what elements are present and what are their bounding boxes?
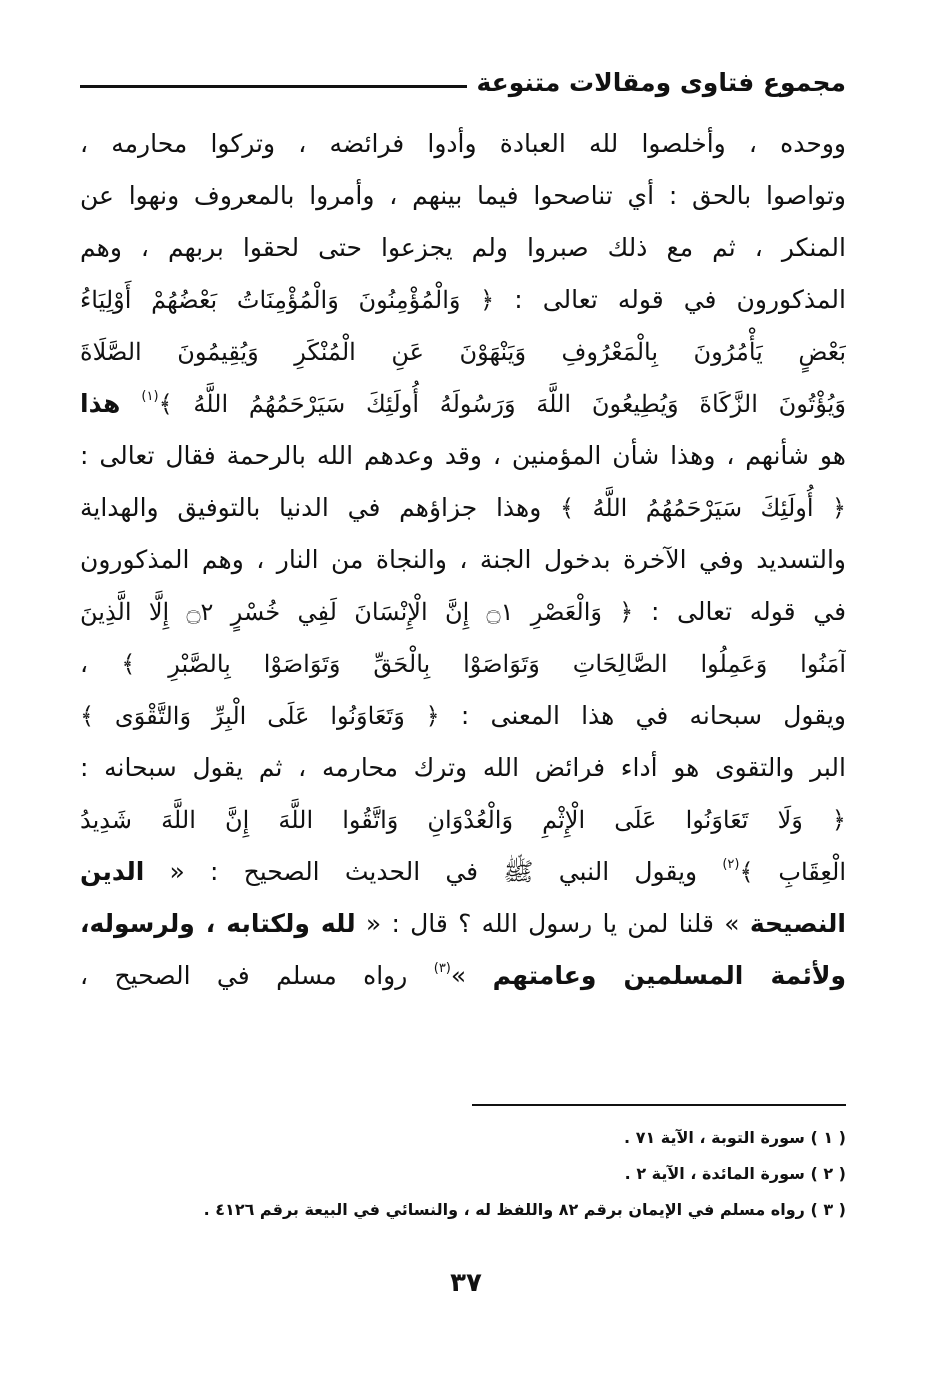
hadith-text: الدين	[80, 857, 145, 886]
hadith-text: النصيحة	[749, 909, 846, 938]
quran-verse: آمَنُوا وَعَمِلُوا الصَّالِحَاتِ وَتَوَاصَوْا بِالْحَقِّ وَتَوَاصَوْا بِالصَّبْرِ ﴾	[121, 650, 846, 678]
text-line	[80, 950, 846, 1002]
hadith-text: ولأئمة المسلمين وعامتهم	[492, 961, 846, 990]
quran-verse: ﴿ وَالْعَصْرِ ۝١ إِنَّ الْإِنْسَانَ لَفِي خُسْرٍ ۝٢ إِلَّا الَّذِينَ	[80, 598, 634, 626]
text-segment: »	[450, 961, 467, 990]
running-header	[80, 62, 846, 102]
footnote: ( ٢ ) سورة المائدة ، الآية ٢ .	[624, 1164, 846, 1183]
text-line	[80, 898, 846, 950]
header-rule	[80, 85, 467, 88]
footnote: ( ٣ ) رواه مسلم في الإيمان برقم ٨٢ واللفظ له ، والنسائي في البيعة برقم ٤١٢٦ .	[203, 1200, 846, 1219]
text-line	[80, 378, 846, 430]
text-line	[80, 586, 846, 638]
text-segment: في قوله تعالى :	[650, 597, 846, 626]
quran-verse: ﴿ وَالْمُؤْمِنُونَ وَالْمُؤْمِنَاتُ بَعْضُهُمْ أَوْلِيَاءُ	[80, 286, 495, 314]
text-segment: ويقول سبحانه في هذا المعنى :	[460, 701, 846, 730]
text-segment: هذا	[80, 389, 121, 418]
footnotes	[80, 1120, 846, 1228]
text-line: ووحده ، وأخلصوا لله العبادة وأدوا فرائضه ، وتركوا محارمه ،	[80, 129, 846, 158]
page-number: ٣٧	[450, 1268, 482, 1298]
text-segment: وهذا جزاؤهم في الدنيا بالتوفيق والهداية	[80, 493, 542, 522]
text-segment: ،	[80, 649, 89, 678]
footnote-separator	[472, 1104, 846, 1106]
text-line: هو شأنهم ، وهذا شأن المؤمنين ، وقد وعدهم الله بالرحمة فقال تعالى :	[80, 441, 846, 470]
footnote-ref: (٣)	[433, 961, 451, 976]
text-segment: » قلنا لمن يا رسول الله ؟ قال : «	[365, 909, 740, 938]
text-segment: المذكورون في قوله تعالى :	[514, 285, 846, 314]
book-title: مجموع فتاوى ومقالات متنوعة	[476, 67, 846, 97]
text-line	[80, 690, 846, 742]
quran-verse-line: ﴿ وَلَا تَعَاوَنُوا عَلَى الْإِثْمِ وَالْعُدْوَانِ وَاتَّقُوا اللَّهَ إِنَّ اللَّهَ شَدِيدُ	[80, 806, 846, 834]
footnote-ref: (١)	[141, 389, 159, 404]
quran-verse: ﴿ وَتَعَاوَنُوا عَلَى الْبِرِّ وَالتَّقْوَى ﴾	[80, 702, 440, 730]
hadith-text: لله ولكتابه ، ولرسوله،	[80, 909, 356, 938]
quran-verse: ﴿ أُولَئِكَ سَيَرْحَمُهُمُ اللَّهُ ﴾	[560, 494, 846, 522]
text-segment: ويقول النبي ﷺ في الحديث الصحيح : «	[169, 857, 698, 886]
main-text	[80, 118, 846, 1002]
quran-verse: الْعِقَابِ ﴾	[739, 858, 846, 886]
text-line	[80, 482, 846, 534]
footnote: ( ١ ) سورة التوبة ، الآية ٧١ .	[624, 1128, 846, 1147]
text-line: وتواصوا بالحق : أي تناصحوا فيما بينهم ، وأمروا بالمعروف ونهوا عن	[80, 181, 846, 210]
text-segment: رواه مسلم في الصحيح ،	[80, 961, 408, 990]
text-line	[80, 846, 846, 898]
quran-verse: وَيُؤْتُونَ الزَّكَاةَ وَيُطِيعُونَ اللَّهَ وَرَسُولَهُ أُولَئِكَ سَيَرْحَمُهُمُ اللَّهُ ﴾	[158, 390, 846, 418]
text-line: المنكر ، ثم مع ذلك صبروا ولم يجزعوا حتى لحقوا بربهم ، وهم	[80, 233, 846, 262]
text-line	[80, 274, 846, 326]
text-line: البر والتقوى هو أداء فرائض الله وترك محارمه ، ثم يقول سبحانه :	[80, 753, 846, 782]
quran-verse-line: بَعْضٍ يَأْمُرُونَ بِالْمَعْرُوفِ وَيَنْهَوْنَ عَنِ الْمُنْكَرِ وَيُقِيمُونَ الصَّلَاةَ	[80, 338, 846, 366]
footnote-ref: (٢)	[722, 857, 740, 872]
text-line: والتسديد وفي الآخرة بدخول الجنة ، والنجاة من النار ، وهم المذكورون	[80, 545, 846, 574]
text-line	[80, 638, 846, 690]
